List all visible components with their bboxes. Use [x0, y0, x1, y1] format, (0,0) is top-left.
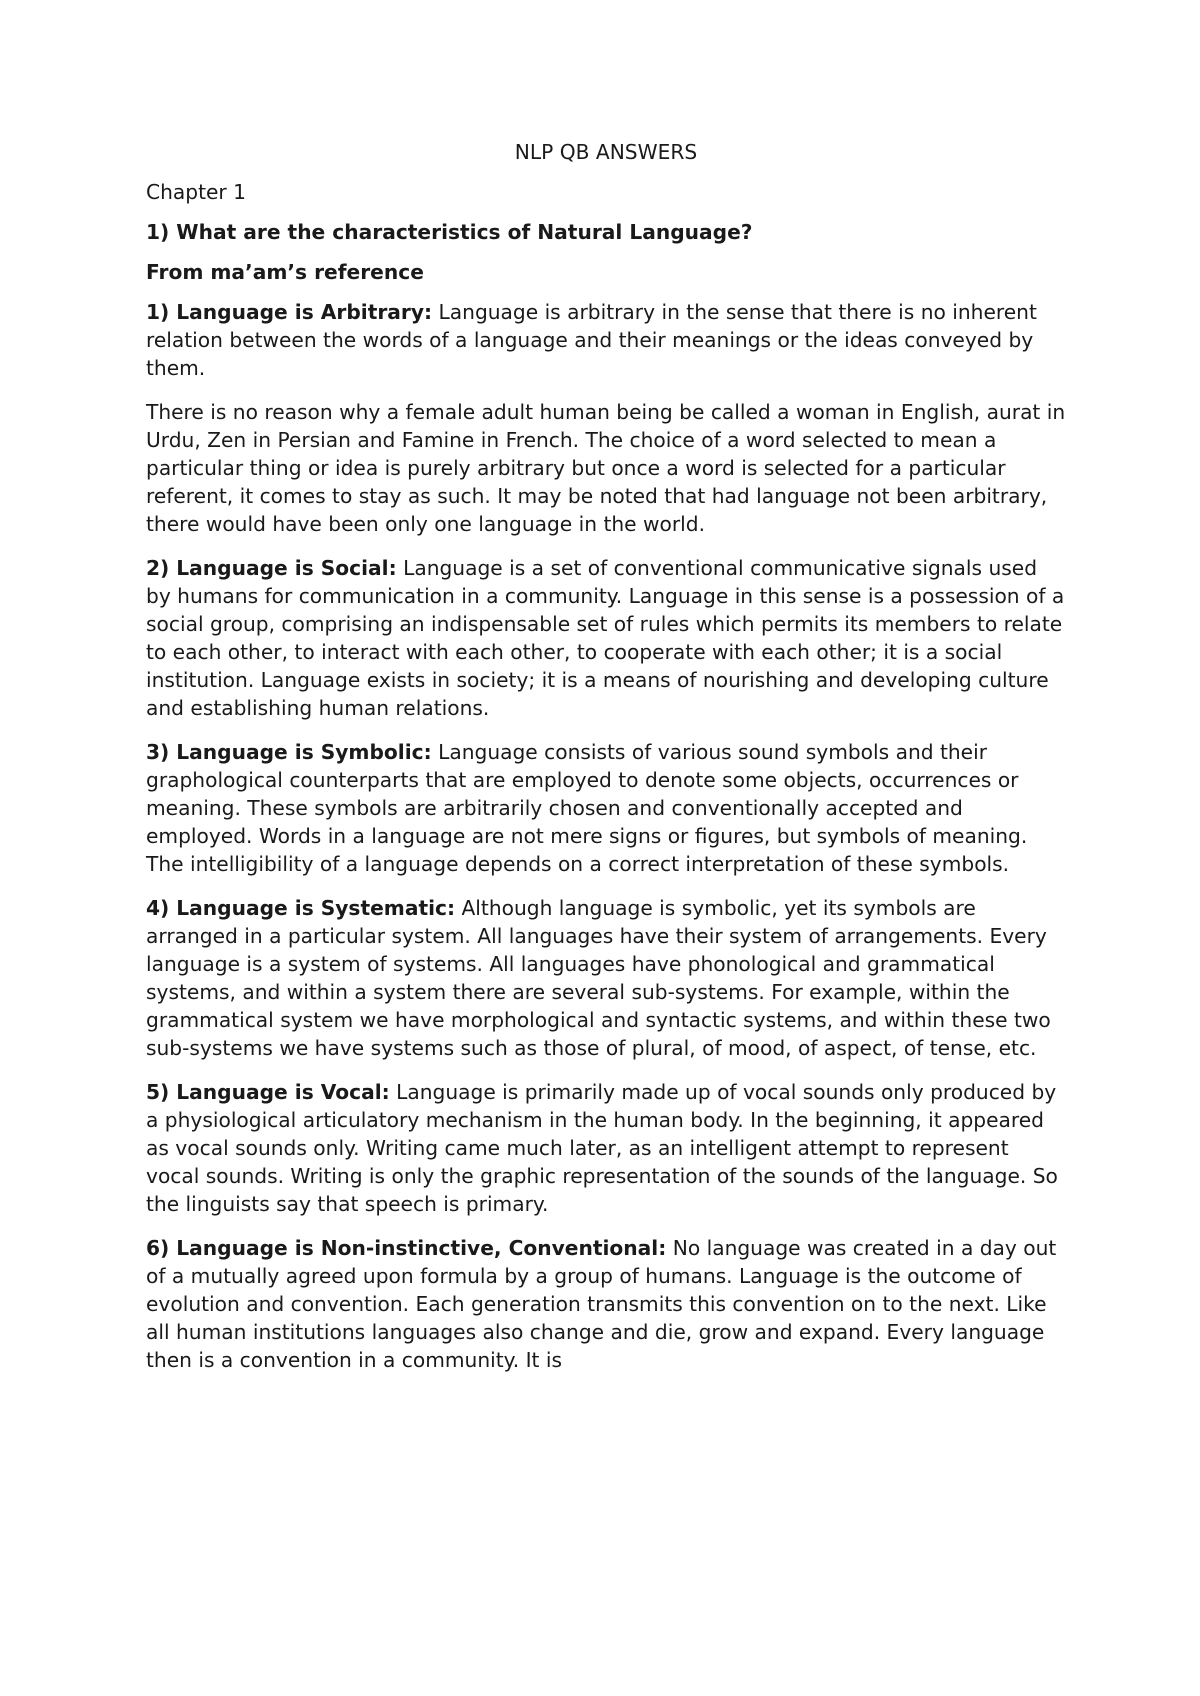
reference-heading: From ma’am’s reference — [146, 260, 424, 284]
point-title: 4) Language is Systematic: — [146, 896, 456, 920]
document-page — [146, 138, 1066, 1390]
paragraph-vocal — [146, 1078, 1066, 1218]
paragraph-systematic — [146, 894, 1066, 1062]
paragraph-social — [146, 554, 1066, 722]
paragraph-text: Language consists of various sound symbols and their graphological counterparts that are employed to denote some objects, occurrences or meaning. These symbols are arbitrarily chosen and conventionally accepted and employed. Words in a language are not mere signs or figures, but symbols of meaning. The intelligibility of a language depends on a correct interpretation of these symbols. — [146, 740, 1028, 876]
paragraph-symbolic — [146, 738, 1066, 878]
paragraph-arbitrary — [146, 298, 1066, 382]
paragraph-text: Language is primarily made up of vocal sounds only produced by a physiological articulatory mechanism in the human body. In the beginning, it appeared as vocal sounds only. Writing came much later, as an intelligent attempt to represent vocal sounds. Writing is only the graphic representation of the sounds of the language. So the linguists say that speech is primary. — [146, 1080, 1058, 1216]
paragraph-text: Language is arbitrary in the sense that there is no inherent relation between the words of a language and their meanings or the ideas conveyed by them. — [146, 300, 1037, 380]
chapter-heading: Chapter 1 — [146, 180, 246, 204]
point-title: 5) Language is Vocal: — [146, 1080, 390, 1104]
paragraph-text: Language is a set of conventional communicative signals used by humans for communication in a community. Language in this sense is a possession of a social group, comprising an indispensable set of rules which permits its members to relate to each other, to interact with each other, to cooperate with each other; it is a social institution. Language exists in society; it is a means of nourishing and developing culture and establishing human relations. — [146, 556, 1065, 720]
point-title: 6) Language is Non-instinctive, Conventional: — [146, 1236, 667, 1260]
paragraph-arbitrary-example — [146, 398, 1066, 538]
paragraph-non-instinctive — [146, 1234, 1066, 1374]
document-title: NLP QB ANSWERS — [514, 140, 698, 164]
paragraph-text: Although language is symbolic, yet its symbols are arranged in a particular system. All languages have their system of arrangements. Every language is a system of systems. All languages have phonological and grammatical systems, and within a system there are several sub-systems. For example, within the grammatical system we have morphological and syntactic systems, and within these two sub-systems we have systems such as those of plural, of mood, of aspect, of tense, etc. — [146, 896, 1051, 1060]
question-heading: 1) What are the characteristics of Natural Language? — [146, 220, 753, 244]
paragraph-text: There is no reason why a female adult human being be called a woman in English, aurat in Urdu, Zen in Persian and Famine in French. The choice of a word selected to mean a particular thing or idea is purely arbitrary but once a word is selected for a particular referent, it comes to stay as such. It may be noted that had language not been arbitrary, there would have been only one language in the world. — [146, 400, 1066, 536]
paragraph-text: No language was created in a day out of a mutually agreed upon formula by a group of humans. Language is the outcome of evolution and convention. Each generation transmits this convention on to the next. Like all human institutions languages also change and die, grow and expand. Every language then is a convention in a community. It is — [146, 1236, 1057, 1372]
point-title: 3) Language is Symbolic: — [146, 740, 432, 764]
point-title: 1) Language is Arbitrary: — [146, 300, 433, 324]
point-title: 2) Language is Social: — [146, 556, 397, 580]
